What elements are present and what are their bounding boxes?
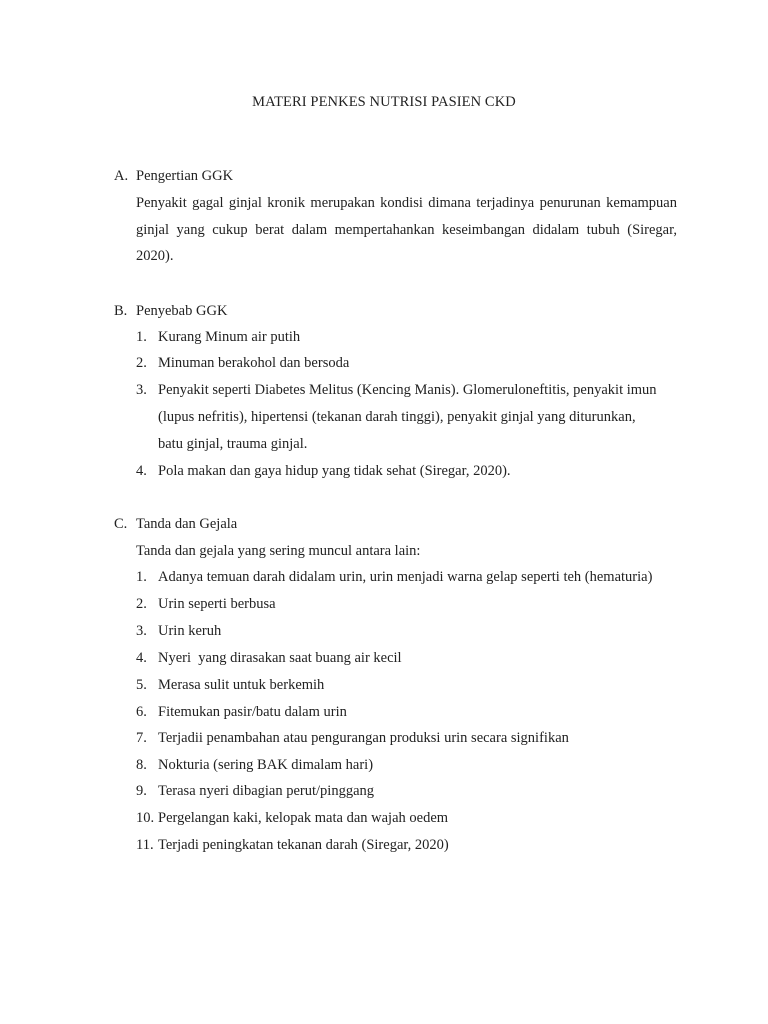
list-item-number: 11. [136,837,154,853]
list-item [136,461,511,481]
list-item-text: Fitemukan pasir/batu dalam urin [158,704,347,720]
list-item-number: 4. [136,463,147,479]
list-item-number: 2. [136,355,147,371]
list-item-number: 5. [136,677,147,693]
list-item [136,781,374,801]
list-item [136,835,449,855]
list-item-continuation: (lupus nefritis), hipertensi (tekanan darah tinggi), penyakit ginjal yang diturunkan, [158,409,636,425]
section-a-heading [114,166,233,186]
list-item-number: 10. [136,810,155,826]
list-item [136,648,402,668]
list-item-number: 1. [136,329,147,345]
list-item [136,594,276,614]
list-item [136,621,221,641]
list-item-text: Kurang Minum air putih [158,329,301,345]
list-item [136,380,657,400]
list-item-text: Pola makan dan gaya hidup yang tidak sehat (Siregar, 2020). [158,463,511,479]
list-item-number: 3. [136,623,147,639]
list-item-text: Urin seperti berbusa [158,596,276,612]
list-item-number: 9. [136,783,147,799]
list-item [136,728,569,748]
list-item-continuation: batu ginjal, trauma ginjal. [158,436,308,452]
list-item-text: Urin keruh [158,623,222,639]
document-title: MATERI PENKES NUTRISI PASIEN CKD [252,94,516,110]
list-item-text: Penyakit seperti Diabetes Melitus (Kencing Manis). Glomeruloneftitis, penyakit imun [158,382,657,398]
section-b-heading [114,301,227,321]
section-a-letter: A. [114,168,129,184]
list-item [136,327,300,347]
list-item [136,755,373,775]
list-item [136,675,324,695]
list-item-number: 4. [136,650,147,666]
section-b-title: Penyebab GGK [136,303,228,319]
list-item [136,702,347,722]
section-a-title: Pengertian GGK [136,168,234,184]
list-item-text: Pergelangan kaki, kelopak mata dan wajah oedem [158,810,449,826]
list-item-number: 7. [136,730,147,746]
list-item [136,567,652,587]
list-item-text: Nokturia (sering BAK dimalam hari) [158,757,374,773]
list-item-text: Terjadi peningkatan tekanan darah (Siregar, 2020) [158,837,449,853]
section-b-letter: B. [114,303,128,319]
list-item-text: Terasa nyeri dibagian perut/pinggang [158,783,375,799]
list-item [136,808,448,828]
list-item [136,353,349,373]
section-c-letter: C. [114,516,128,532]
list-item-number: 1. [136,569,147,585]
list-item-text: Minuman berakohol dan bersoda [158,355,350,371]
list-item-number: 6. [136,704,147,720]
section-c-heading [114,514,237,534]
list-item-text: Nyeri yang dirasakan saat buang air kecil [158,650,402,666]
section-c-title: Tanda dan Gejala [136,516,238,532]
section-c-intro: Tanda dan gejala yang sering muncul antara lain: [136,543,421,559]
list-item-text: Merasa sulit untuk berkemih [158,677,325,693]
list-item-text: Terjadii penambahan atau pengurangan produksi urin secara signifikan [158,730,569,746]
list-item-number: 2. [136,596,147,612]
list-item-text: Adanya temuan darah didalam urin, urin menjadi warna gelap seperti teh (hematuria) [158,569,653,585]
section-a-paragraph: Penyakit gagal ginjal kronik merupakan kondisi dimana terjadinya penurunan kemampuan ginjal yang cukup berat dalam mempertahankan keseimbangan didalam tubuh (Siregar, 2020). [136,195,677,265]
list-item-number: 8. [136,757,147,773]
list-item-number: 3. [136,382,147,398]
